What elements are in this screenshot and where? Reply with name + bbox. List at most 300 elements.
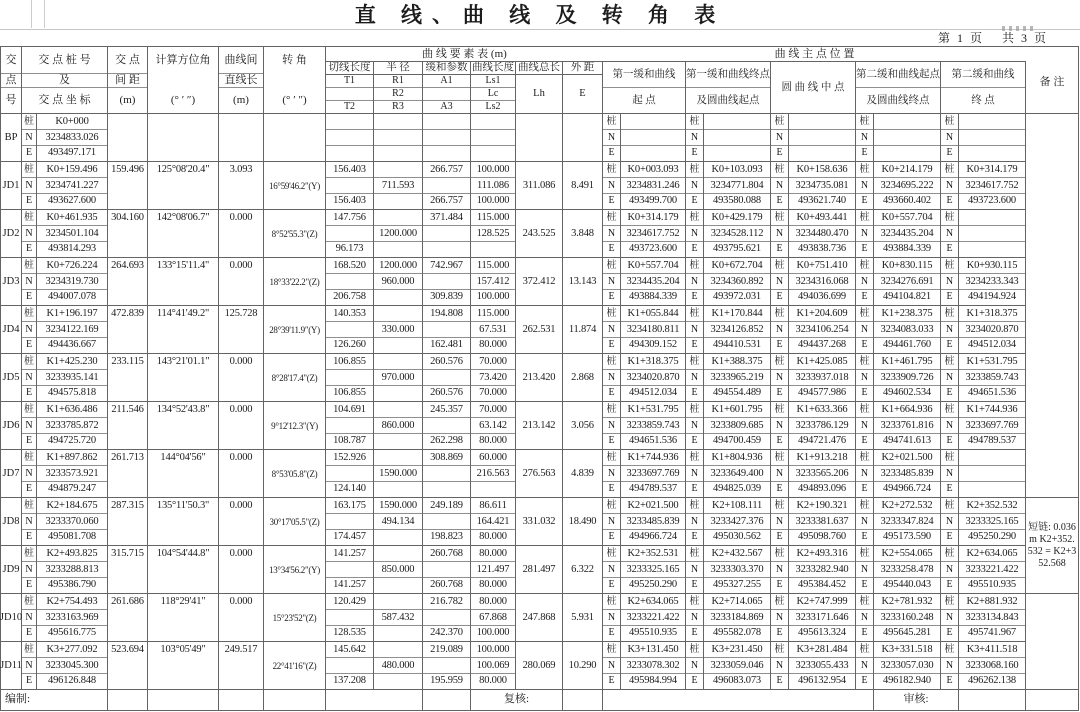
radius-value: 1590.000 <box>374 466 422 482</box>
point-coordinate: 3233370.060 <box>37 514 107 530</box>
tangent-length-value <box>326 226 373 242</box>
main-point-row-label: N <box>856 514 873 530</box>
main-point-value: K0+158.636 <box>789 162 855 178</box>
main-point-row-label: 桩 <box>856 450 873 466</box>
curve-length-value: 100.000 <box>471 162 515 178</box>
main-point-value: 3233697.769 <box>621 466 685 482</box>
main-point-value: K2+881.932 <box>959 594 1025 610</box>
main-point-row-label: E <box>861 147 868 158</box>
main-point-row-label: 桩 <box>856 306 873 322</box>
header-text: R1 <box>374 75 422 88</box>
jd-number: JD1 <box>1 162 22 209</box>
main-point-value: K3+231.450 <box>704 642 770 658</box>
row-label: E <box>25 531 33 542</box>
footer-cell <box>108 690 148 710</box>
main-point-value: 3233937.018 <box>789 370 855 386</box>
radius-value-column <box>374 594 423 641</box>
title-bar <box>0 0 1080 30</box>
tangent-length-value-column <box>326 306 374 353</box>
main-point-value: 3233221.422 <box>959 562 1025 578</box>
main-point-value: 495327.255 <box>713 579 761 590</box>
curve-length-value: 63.142 <box>471 418 515 434</box>
main-point-value: 3233427.376 <box>704 514 770 530</box>
main-point-row-label: E <box>776 195 783 206</box>
main-point-row-label: 桩 <box>603 114 620 130</box>
main-point-row-label-column <box>603 306 621 353</box>
point-coordinate-column <box>37 162 108 209</box>
main-point-row-label-column <box>603 162 621 209</box>
signature-row <box>1 690 1079 711</box>
main-point-row-label: E <box>861 579 868 590</box>
main-point-row-label: 桩 <box>941 546 958 562</box>
main-point-row-label-column <box>771 402 789 449</box>
main-point-row-label-column <box>771 450 789 497</box>
main-point-value: 3234233.343 <box>959 274 1025 290</box>
header-text <box>148 74 218 88</box>
header-turn-angle <box>264 47 326 114</box>
main-point-row-label: 桩 <box>771 210 788 226</box>
radius-value-column <box>374 306 423 353</box>
point-coordinate: 495081.708 <box>48 531 96 542</box>
curve-length-value: 70.000 <box>471 402 515 418</box>
alignment-table <box>0 46 1079 711</box>
tangent-length-value: 126.260 <box>333 339 366 350</box>
header-text: 外 距 <box>563 62 603 75</box>
curve-length-value: 70.000 <box>479 387 507 398</box>
curve-length-value: 73.420 <box>471 370 515 386</box>
main-point-value: 3233565.206 <box>789 466 855 482</box>
main-point-value: K1+318.375 <box>621 354 685 370</box>
main-point-value-column <box>789 594 856 641</box>
main-point-value-column <box>874 546 941 593</box>
main-point-row-label-column <box>941 450 959 497</box>
main-point-row-label: E <box>608 195 615 206</box>
main-point-value: 3233485.839 <box>874 466 940 482</box>
curve-length-value: 164.421 <box>471 514 515 530</box>
main-point-value: K2+634.065 <box>959 546 1025 562</box>
main-point-row-label: N <box>856 274 873 290</box>
main-point-row-label-column <box>603 402 621 449</box>
azimuth-value: 144°04'56" <box>148 450 219 497</box>
main-point-row-label: 桩 <box>941 210 958 226</box>
main-point-value <box>959 210 1025 226</box>
main-point-value: 494651.536 <box>629 435 677 446</box>
main-point-value <box>621 146 685 161</box>
main-point-row-label: 桩 <box>686 114 703 130</box>
main-point-row-label: E <box>776 243 783 254</box>
header-text: 间 距 <box>108 74 147 88</box>
main-point-row-label: E <box>608 435 615 446</box>
header-text: A1 <box>423 75 470 88</box>
main-point-value-column <box>959 306 1026 353</box>
main-point-value: 494554.489 <box>713 387 761 398</box>
curve-length-value: 115.000 <box>471 210 515 226</box>
main-point-value <box>959 130 1025 146</box>
main-point-row-label: 桩 <box>941 114 958 130</box>
tangent-length-value: 141.257 <box>326 546 373 562</box>
point-coordinate-column <box>37 594 108 641</box>
footer-cell <box>264 690 326 710</box>
row-label: 桩 <box>22 594 36 610</box>
main-point-row-label-column <box>771 258 789 305</box>
main-point-value: K1+318.375 <box>959 306 1025 322</box>
main-point-value: K0+672.704 <box>704 258 770 274</box>
main-point-row-label-column <box>771 594 789 641</box>
main-point-value: K1+601.795 <box>704 402 770 418</box>
main-point-row-label: E <box>946 579 953 590</box>
main-point-value: 495250.290 <box>629 579 677 590</box>
main-point-value: K1+633.366 <box>789 402 855 418</box>
main-point-value: K2+554.065 <box>874 546 940 562</box>
curve-total-length-value: 247.868 <box>516 594 563 641</box>
main-point-value: 3234020.870 <box>959 322 1025 338</box>
spiral-param-value-column <box>423 162 471 209</box>
radius-value <box>374 306 422 322</box>
tangent-length-value: 152.926 <box>326 450 373 466</box>
main-point-value-column <box>789 162 856 209</box>
table-row <box>1 450 1026 498</box>
point-coordinate: 496126.848 <box>48 675 96 686</box>
curve-length-value: 128.525 <box>471 226 515 242</box>
main-point-value: 493660.402 <box>883 195 931 206</box>
jd-number: BP <box>1 114 22 161</box>
row-label-column <box>22 354 37 401</box>
spiral-param-value <box>423 146 470 161</box>
external-distance-symbol: E <box>563 75 603 114</box>
radius-value: 1200.000 <box>374 258 422 274</box>
curve-length-value <box>471 482 515 497</box>
main-point-row-label-column <box>856 402 874 449</box>
point-coordinate: 493497.171 <box>48 147 96 158</box>
row-label: 桩 <box>22 162 36 178</box>
spiral-param-value <box>423 514 470 530</box>
main-point-row-label: E <box>861 435 868 446</box>
main-point-value: K0+557.704 <box>621 258 685 274</box>
turn-angle-value: 9°12'12.3"(Y) <box>264 402 326 449</box>
main-point-row-label: 桩 <box>941 258 958 274</box>
main-point-row-label: 桩 <box>686 306 703 322</box>
curve-length-value: 80.000 <box>479 675 507 686</box>
main-point-value: K1+170.844 <box>704 306 770 322</box>
main-point-value-column <box>704 594 771 641</box>
main-point-row-label-column <box>941 594 959 641</box>
main-point-row-label: 桩 <box>686 258 703 274</box>
curve-length-value: 80.000 <box>471 594 515 610</box>
main-point-row-label: 桩 <box>686 498 703 514</box>
header-text: 第二缓和曲线 <box>941 62 1025 88</box>
row-label: N <box>22 514 36 530</box>
main-point-row-label-column <box>686 450 704 497</box>
main-point-row-label: N <box>771 610 788 626</box>
main-point-row-label: 桩 <box>603 642 620 658</box>
jd-number: JD2 <box>1 210 22 257</box>
spiral-param-value <box>423 114 470 130</box>
header-stake-and-coords <box>22 47 108 114</box>
row-label: 桩 <box>22 354 36 370</box>
point-coordinate-column <box>37 306 108 353</box>
main-point-value: 494461.760 <box>883 339 931 350</box>
header-curve-elements <box>326 47 603 114</box>
radius-value-column <box>374 546 423 593</box>
header-text: R2 <box>374 88 422 101</box>
main-point-value <box>874 146 940 161</box>
point-coordinate: 494436.667 <box>48 339 96 350</box>
spacing-value: 472.839 <box>108 306 148 353</box>
main-point-row-label: N <box>686 274 703 290</box>
header-text: 直线长 <box>219 74 263 88</box>
main-point-value: 495510.935 <box>629 627 677 638</box>
main-point-value: 3233786.129 <box>789 418 855 434</box>
external-distance-value <box>563 114 603 161</box>
main-point-row-label: E <box>946 435 953 446</box>
main-point-row-label: E <box>946 243 953 254</box>
curve-length-value-column <box>471 162 516 209</box>
main-point-row-label: E <box>608 579 615 590</box>
curve-length-value: 157.412 <box>471 274 515 290</box>
main-point-value: 493838.736 <box>798 243 846 254</box>
curve-length-value: 80.000 <box>471 546 515 562</box>
main-point-value: 3234180.811 <box>621 322 685 338</box>
main-point-value: 495030.562 <box>713 531 761 542</box>
tangent-length-value-column <box>326 402 374 449</box>
spacing-value: 523.694 <box>108 642 148 689</box>
main-point-value: 494602.534 <box>883 387 931 398</box>
main-point-value: K1+461.795 <box>874 354 940 370</box>
main-point-row-label: E <box>691 579 698 590</box>
jd-number: JD4 <box>1 306 22 353</box>
main-point-row-label: 桩 <box>771 162 788 178</box>
radius-value: 970.000 <box>374 370 422 386</box>
header-main-points <box>603 47 1026 114</box>
tangent-length-value: 106.855 <box>333 387 366 398</box>
point-coordinate: K0+000 <box>37 114 107 130</box>
main-point-value: 3233761.816 <box>874 418 940 434</box>
main-point-row-label: E <box>946 675 953 686</box>
spiral-param-value: 249.189 <box>423 498 470 514</box>
main-point-value: K2+781.932 <box>874 594 940 610</box>
spiral-param-value-column <box>423 594 471 641</box>
point-coordinate-column <box>37 546 108 593</box>
point-coordinate: 495386.790 <box>48 579 96 590</box>
spacing-value: 287.315 <box>108 498 148 545</box>
spacing-value: 261.686 <box>108 594 148 641</box>
radius-value <box>374 482 422 497</box>
row-label: 桩 <box>22 114 36 130</box>
straight-length-value: 0.000 <box>219 258 264 305</box>
footer-cell <box>148 690 219 710</box>
header-text: 曲线间 <box>219 47 263 74</box>
short-chain-note: 短链: 0.036m K2+352.532 = K2+352.568 <box>1026 498 1079 594</box>
main-point-value-column <box>621 306 686 353</box>
curve-length-value-column <box>471 258 516 305</box>
curve-length-value-column <box>471 594 516 641</box>
main-point-row-label-column <box>686 162 704 209</box>
main-point-value: K0+314.179 <box>621 210 685 226</box>
main-point-row-label: 桩 <box>686 210 703 226</box>
header-text: A3 <box>440 101 453 112</box>
row-label: N <box>22 178 36 194</box>
curve-total-length-value: 262.531 <box>516 306 563 353</box>
main-point-value: K1+744.936 <box>621 450 685 466</box>
spiral-param-value-column <box>423 642 471 689</box>
main-point-value: 494512.034 <box>629 387 677 398</box>
point-coordinate: 493627.600 <box>48 195 96 206</box>
main-point-value: 3234435.204 <box>874 226 940 242</box>
curve-length-value: 121.497 <box>471 562 515 578</box>
tangent-length-value-column <box>326 258 374 305</box>
azimuth-value: 103°05'49" <box>148 642 219 689</box>
main-point-value: 494825.039 <box>713 483 761 494</box>
main-point-row-label: E <box>861 483 868 494</box>
main-point-row-label: 桩 <box>941 594 958 610</box>
main-point-row-label: E <box>608 339 615 350</box>
tangent-length-value <box>326 146 373 161</box>
main-point-row-label: N <box>603 130 620 146</box>
main-point-value: K1+913.218 <box>789 450 855 466</box>
curve-length-value: 100.069 <box>471 658 515 674</box>
spiral-param-value-column <box>423 498 471 545</box>
azimuth-value: 104°54'44.8" <box>148 546 219 593</box>
row-label: E <box>25 627 33 638</box>
main-point-row-label: E <box>861 627 868 638</box>
main-point-value-column <box>621 594 686 641</box>
tangent-length-value <box>326 514 373 530</box>
radius-value <box>374 130 422 146</box>
azimuth-value: 118°29'41" <box>148 594 219 641</box>
tangent-length-value <box>326 114 373 130</box>
tangent-length-value: 108.787 <box>333 435 366 446</box>
main-point-value: 3234106.254 <box>789 322 855 338</box>
turn-angle-value: 16°59'46.2"(Y) <box>264 162 326 209</box>
total-pages: 共 3 页 <box>1001 31 1048 45</box>
curve-length-value-column <box>471 210 516 257</box>
curve-length-value-column <box>471 306 516 353</box>
row-label: N <box>22 370 36 386</box>
external-distance-value: 6.322 <box>563 546 603 593</box>
main-point-value: 496132.954 <box>798 675 846 686</box>
curve-length-value: 100.000 <box>476 195 510 206</box>
main-point-value-column <box>704 546 771 593</box>
main-point-value-column <box>704 210 771 257</box>
row-label-column <box>22 162 37 209</box>
point-coordinate: K1+897.862 <box>37 450 107 466</box>
spiral-param-value <box>423 322 470 338</box>
main-point-row-label: N <box>941 562 958 578</box>
main-point-value: K0+214.179 <box>874 162 940 178</box>
tangent-length-value: 147.756 <box>326 210 373 226</box>
spiral-param-value <box>423 226 470 242</box>
main-point-row-label-column <box>856 546 874 593</box>
main-point-value: 3234771.804 <box>704 178 770 194</box>
main-point-value: 493884.339 <box>883 243 931 254</box>
main-point-row-label: N <box>686 130 703 146</box>
main-point-row-label: E <box>946 291 953 302</box>
curve-total-length-value: 280.069 <box>516 642 563 689</box>
main-point-row-label: E <box>691 147 698 158</box>
page-bar <box>0 30 1080 46</box>
main-point-value: K3+131.450 <box>621 642 685 658</box>
header-text: 号 <box>5 94 17 106</box>
main-point-value-column <box>789 498 856 545</box>
spacing-value: 233.115 <box>108 354 148 401</box>
main-point-row-label: N <box>603 658 620 674</box>
main-point-value: K1+744.936 <box>959 402 1025 418</box>
main-point-value: K1+204.609 <box>789 306 855 322</box>
spiral-param-value-column <box>423 210 471 257</box>
spiral-param-symbols <box>423 75 471 114</box>
main-point-row-label: 桩 <box>603 450 620 466</box>
main-point-value: 495098.760 <box>798 531 846 542</box>
main-point-value: 494721.476 <box>798 435 846 446</box>
point-coordinate: 495616.775 <box>48 627 96 638</box>
main-point-row-label: E <box>608 531 615 542</box>
main-point-value-column <box>789 546 856 593</box>
main-point-row-label-column <box>941 402 959 449</box>
main-point-row-label: E <box>776 531 783 542</box>
main-point-row-label: E <box>861 387 868 398</box>
spiral-param-value: 260.768 <box>430 579 463 590</box>
main-point-value <box>789 146 855 161</box>
main-point-row-label: E <box>776 147 783 158</box>
main-point-value: 3233485.839 <box>621 514 685 530</box>
main-point-row-label-column <box>771 546 789 593</box>
spiral-param-value: 371.484 <box>423 210 470 226</box>
main-point-row-label-column <box>856 450 874 497</box>
azimuth-value: 114°41'49.2" <box>148 306 219 353</box>
radius-value: 587.432 <box>374 610 422 626</box>
main-point-value-column <box>789 402 856 449</box>
main-point-row-label: N <box>686 610 703 626</box>
spacing-value: 304.160 <box>108 210 148 257</box>
header-text: 转 角 <box>282 54 307 66</box>
spiral-param-value <box>423 274 470 290</box>
external-distance-value: 3.056 <box>563 402 603 449</box>
radius-value-column <box>374 258 423 305</box>
table-row <box>1 594 1026 642</box>
spacing-value: 159.496 <box>108 162 148 209</box>
tangent-length-value-column <box>326 546 374 593</box>
main-point-row-label: E <box>861 195 868 206</box>
main-point-row-label: N <box>603 370 620 386</box>
main-point-value: 494789.537 <box>968 435 1016 446</box>
header-text <box>264 74 325 88</box>
azimuth-value: 135°11'50.3" <box>148 498 219 545</box>
jd-number: JD3 <box>1 258 22 305</box>
radius-value: 711.593 <box>374 178 422 194</box>
curve-length-value: 111.086 <box>471 178 515 194</box>
main-point-value-column <box>874 354 941 401</box>
point-coordinate: 3234741.227 <box>37 178 107 194</box>
point-coordinate: K1+425.230 <box>37 354 107 370</box>
main-point-row-label: 桩 <box>941 402 958 418</box>
row-label: N <box>22 466 36 482</box>
tangent-length-value: 168.520 <box>326 258 373 274</box>
point-coordinate: K0+726.224 <box>37 258 107 274</box>
azimuth-value: 133°15'11.4" <box>148 258 219 305</box>
main-point-row-label: E <box>608 291 615 302</box>
table-row <box>1 354 1026 402</box>
main-point-value <box>621 114 685 130</box>
curve-length-value: 80.000 <box>479 339 507 350</box>
main-point-row-label: 桩 <box>856 354 873 370</box>
radius-value <box>374 146 422 161</box>
main-point-value: 495250.290 <box>968 531 1016 542</box>
row-label: 桩 <box>22 642 36 658</box>
row-label-column <box>22 642 37 689</box>
header-text: 交 <box>1 47 21 74</box>
tangent-length-value: 156.403 <box>333 195 366 206</box>
main-point-row-label: 桩 <box>603 354 620 370</box>
